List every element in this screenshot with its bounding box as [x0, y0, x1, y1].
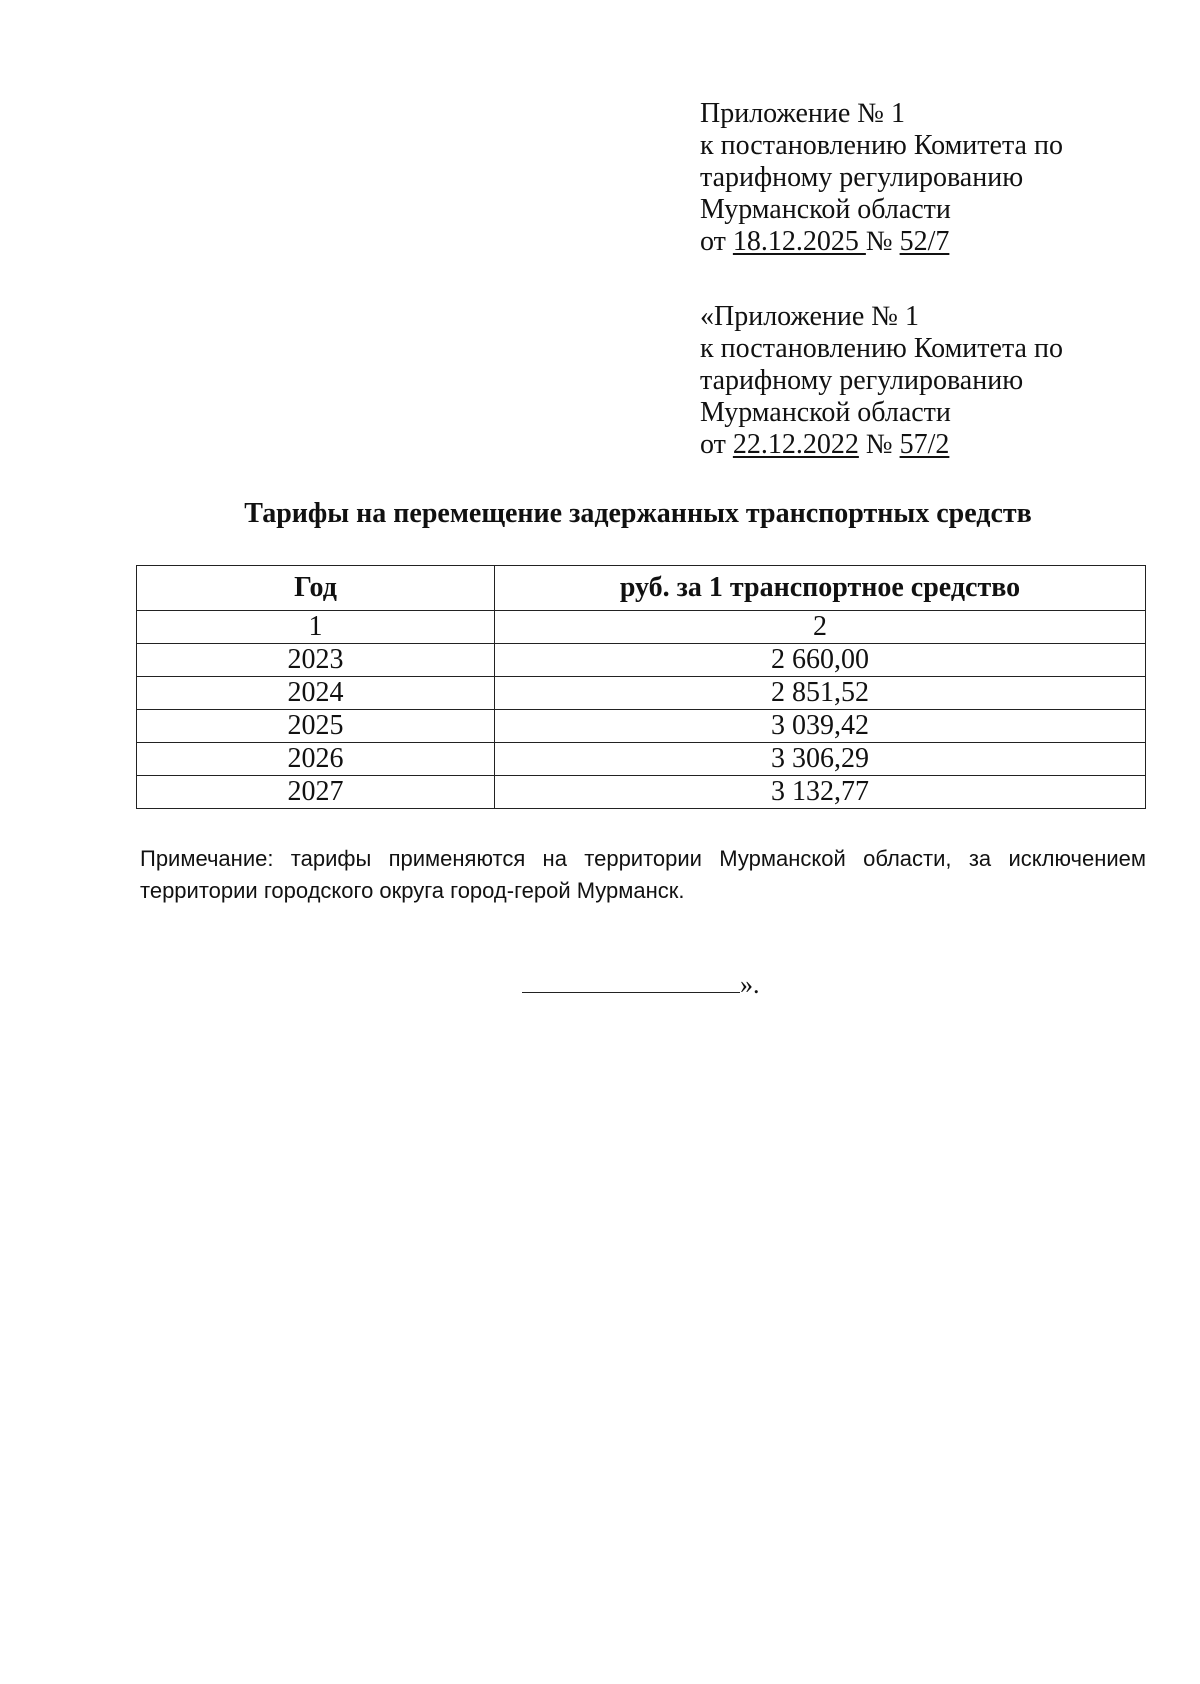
table-header-row	[137, 566, 1146, 611]
resolution-number: 52/7	[899, 226, 950, 257]
document-title: Тарифы на перемещение задержанных транспортных средств	[244, 498, 1032, 529]
price-cell: 2 851,52	[495, 677, 1146, 710]
column-number-row	[137, 611, 1146, 644]
price-cell: 3 132,77	[495, 776, 1146, 809]
price-cell: 3 039,42	[495, 710, 1146, 743]
date-prefix: от	[700, 226, 733, 257]
number-sign: №	[865, 226, 900, 257]
appendix-line: «Приложение № 1	[700, 301, 919, 332]
table-row	[137, 743, 1146, 776]
table-row	[137, 710, 1146, 743]
column-number: 1	[137, 611, 495, 644]
closing-mark	[522, 968, 760, 1000]
column-number: 2	[495, 611, 1146, 644]
note-text: Примечание: тарифы применяются на территории Мурманской области, за исключением территории городского округа город-герой Мурманск.	[140, 846, 1146, 903]
resolution-date: 18.12.2025	[732, 226, 866, 257]
resolution-date: 22.12.2022	[732, 429, 859, 460]
table-row	[137, 644, 1146, 677]
year-cell: 2024	[137, 677, 495, 710]
table-row	[137, 776, 1146, 809]
appendix-line: Мурманской области	[700, 397, 951, 428]
closing-quote: ».	[740, 970, 760, 999]
appendix-line: к постановлению Комитета по	[700, 130, 1063, 161]
appendix-header-current	[700, 98, 1170, 258]
appendix-date-line	[700, 429, 1170, 461]
year-cell: 2025	[137, 710, 495, 743]
appendix-date-line	[700, 226, 1170, 258]
header-price: руб. за 1 транспортное средство	[495, 566, 1146, 611]
year-cell: 2023	[137, 644, 495, 677]
price-cell: 2 660,00	[495, 644, 1146, 677]
date-prefix: от	[700, 429, 733, 460]
appendix-line: Приложение № 1	[700, 98, 905, 129]
appendix-line: тарифному регулированию	[700, 162, 1024, 193]
header-year: Год	[137, 566, 495, 611]
signature-line	[522, 968, 740, 993]
resolution-number: 57/2	[899, 429, 950, 460]
price-cell: 3 306,29	[495, 743, 1146, 776]
year-cell: 2027	[137, 776, 495, 809]
number-sign: №	[858, 429, 900, 460]
appendix-header-original	[700, 301, 1170, 461]
appendix-line: Мурманской области	[700, 194, 951, 225]
appendix-line: к постановлению Комитета по	[700, 333, 1063, 364]
appendix-line: тарифному регулированию	[700, 365, 1024, 396]
table-row	[137, 677, 1146, 710]
year-cell: 2026	[137, 743, 495, 776]
tariffs-table	[136, 565, 1146, 809]
